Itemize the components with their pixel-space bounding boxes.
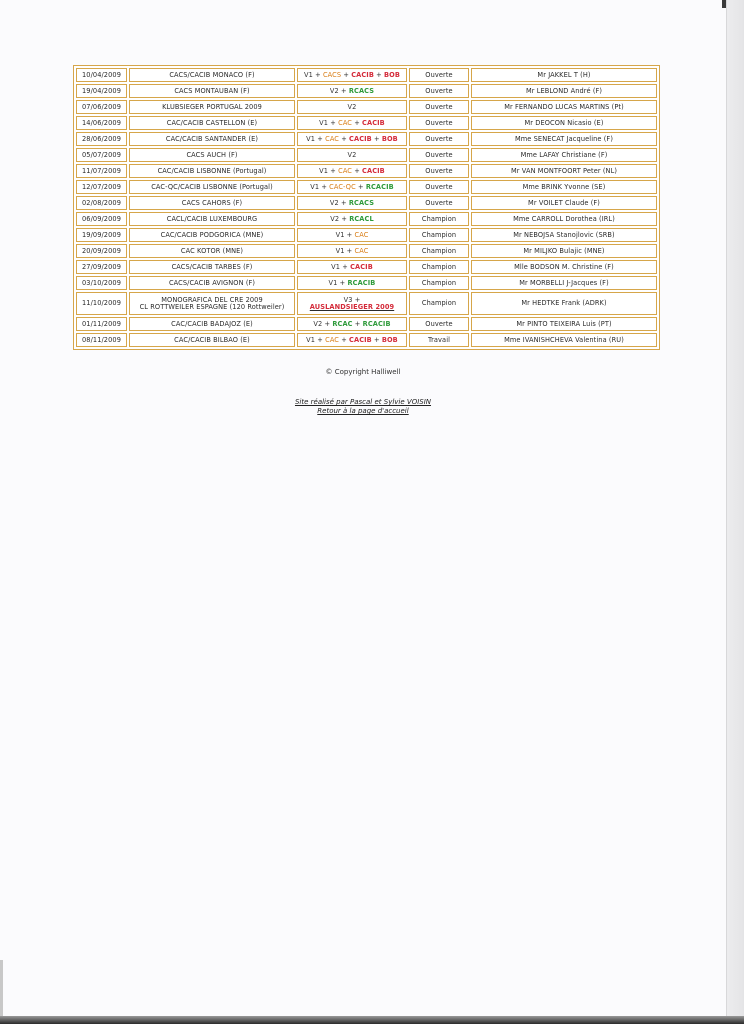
show-result: [297, 244, 407, 258]
show-result: [297, 180, 407, 194]
show-result: [297, 164, 407, 178]
result-part: V1 +: [306, 335, 326, 344]
show-name: CAC KOTOR (MNE): [129, 244, 295, 258]
show-class: Ouverte: [409, 148, 469, 162]
result-part: CACIB: [351, 70, 374, 79]
show-judge: Mr VOILET Claude (F): [471, 196, 657, 210]
show-date: 27/09/2009: [76, 260, 127, 274]
show-date: 07/06/2009: [76, 100, 127, 114]
show-result: [297, 228, 407, 242]
show-result: [297, 260, 407, 274]
show-result: [297, 132, 407, 146]
show-class: Ouverte: [409, 317, 469, 331]
show-results-body: [76, 68, 657, 347]
show-judge: Mr PINTO TEIXEIRA Luis (PT): [471, 317, 657, 331]
show-class: Ouverte: [409, 116, 469, 130]
result-part: V1 +: [306, 134, 326, 143]
show-date: 20/09/2009: [76, 244, 127, 258]
show-date: 28/06/2009: [76, 132, 127, 146]
show-date: 12/07/2009: [76, 180, 127, 194]
result-part: V2 +: [330, 214, 350, 223]
table-row: [76, 100, 657, 114]
table-row: [76, 84, 657, 98]
show-date: 03/10/2009: [76, 276, 127, 290]
result-part: CAC: [338, 166, 353, 175]
table-row: [76, 244, 657, 258]
show-date: 11/07/2009: [76, 164, 127, 178]
show-name: CAC/CACIB CASTELLON (E): [129, 116, 295, 130]
show-date: 08/11/2009: [76, 333, 127, 347]
show-name: CAC/CACIB PODGORICA (MNE): [129, 228, 295, 242]
result-part: CAC: [354, 246, 369, 255]
show-judge: Mr MILJKO Bulajic (MNE): [471, 244, 657, 258]
result-part: +: [339, 335, 350, 344]
show-results-table: [73, 65, 660, 350]
result-part: +: [373, 70, 384, 79]
table-row: [76, 164, 657, 178]
result-part: V2: [347, 150, 357, 159]
show-class: Ouverte: [409, 196, 469, 210]
scan-corner-mark: [722, 0, 726, 8]
result-part: V1 +: [310, 182, 330, 191]
show-judge: Mlle BODSON M. Christine (F): [471, 260, 657, 274]
show-date: 06/09/2009: [76, 212, 127, 226]
result-part: V1 +: [328, 278, 348, 287]
result-part: CAC-QC: [329, 182, 356, 191]
home-link[interactable]: Retour à la page d'accueil: [317, 407, 409, 415]
show-result: [297, 100, 407, 114]
show-result: [297, 148, 407, 162]
result-part: +: [352, 319, 363, 328]
show-judge: Mr VAN MONTFOORT Peter (NL): [471, 164, 657, 178]
result-part: CACIB: [362, 166, 385, 175]
result-part: V1 +: [304, 70, 323, 79]
result-part: V1 +: [335, 230, 355, 239]
result-part: V2 +: [329, 86, 349, 95]
show-class: Ouverte: [409, 132, 469, 146]
show-class: Travail: [409, 333, 469, 347]
table-row: [76, 317, 657, 331]
result-part: RCAC: [332, 319, 353, 328]
show-result: [297, 317, 407, 331]
show-class: Champion: [409, 260, 469, 274]
result-part: +: [352, 118, 363, 127]
table-row: [76, 260, 657, 274]
show-date: 01/11/2009: [76, 317, 127, 331]
result-title-line: [300, 304, 404, 311]
show-result: [297, 68, 407, 82]
show-date: 14/06/2009: [76, 116, 127, 130]
show-result: [297, 84, 407, 98]
show-judge: Mr MORBELLI J-Jacques (F): [471, 276, 657, 290]
result-part: V3 +: [343, 295, 361, 304]
result-part: RCACS: [348, 86, 375, 95]
table-row: [76, 132, 657, 146]
show-name: CAC/CACIB BADAJOZ (E): [129, 317, 295, 331]
show-class: Champion: [409, 228, 469, 242]
result-part: CAC: [354, 230, 369, 239]
result-part: V2 +: [329, 198, 349, 207]
result-part: CACIB: [350, 262, 373, 271]
show-subtitle-line: CL ROTTWEILER ESPAGNE (120 Rottweiler): [139, 302, 285, 311]
result-part: BOB: [384, 70, 400, 79]
result-part: V1 +: [331, 262, 351, 271]
show-class: Champion: [409, 276, 469, 290]
site-credits: [0, 398, 726, 416]
show-result: [297, 116, 407, 130]
scan-bottom-shadow: [0, 1016, 744, 1024]
show-result: [297, 196, 407, 210]
show-class: Ouverte: [409, 164, 469, 178]
show-class: Champion: [409, 244, 469, 258]
show-name: [129, 292, 295, 315]
result-part: +: [352, 166, 363, 175]
table-row: [76, 292, 657, 315]
result-part: CAC: [325, 134, 340, 143]
show-name: CACS/CACIB TARBES (F): [129, 260, 295, 274]
show-date: 02/08/2009: [76, 196, 127, 210]
show-judge: Mr HEDTKE Frank (ADRK): [471, 292, 657, 315]
result-part: AUSLANDSIEGER 2009: [309, 302, 395, 311]
table-row: [76, 212, 657, 226]
show-name: CACS/CACIB AVIGNON (F): [129, 276, 295, 290]
show-name: CACS AUCH (F): [129, 148, 295, 162]
result-part: RCACS: [348, 198, 375, 207]
result-part: +: [339, 134, 350, 143]
show-judge: Mme SENECAT Jacqueline (F): [471, 132, 657, 146]
show-judge: Mr FERNANDO LUCAS MARTINS (Pt): [471, 100, 657, 114]
show-name: CACS CAHORS (F): [129, 196, 295, 210]
show-name: CAC/CACIB BILBAO (E): [129, 333, 295, 347]
credit-link[interactable]: Site réalisé par Pascal et Sylvie VOISIN: [294, 398, 432, 406]
show-judge: Mr LEBLOND André (F): [471, 84, 657, 98]
table-row: [76, 116, 657, 130]
result-part: +: [355, 182, 366, 191]
result-part: RCACIB: [362, 319, 391, 328]
table-row: [76, 196, 657, 210]
copyright-notice: © Copyright Halliwell: [325, 368, 401, 376]
result-part: V1 +: [319, 166, 339, 175]
show-class: Ouverte: [409, 84, 469, 98]
show-name: CACS/CACIB MONACO (F): [129, 68, 295, 82]
show-judge: Mr DEOCON Nicasio (E): [471, 116, 657, 130]
show-class: Ouverte: [409, 68, 469, 82]
show-judge: Mr JAKKEL T (H): [471, 68, 657, 82]
show-class: Ouverte: [409, 180, 469, 194]
scan-right-margin: [726, 0, 744, 1024]
show-name: CAC/CACIB SANTANDER (E): [129, 132, 295, 146]
table-row: [76, 180, 657, 194]
result-part: RCACL: [349, 214, 374, 223]
show-judge: Mr NEBOJSA Stanojlovic (SRB): [471, 228, 657, 242]
show-name-line: MONOGRAFICA DEL CRE 2009: [161, 295, 263, 304]
show-judge: Mme IVANISHCHEVA Valentina (RU): [471, 333, 657, 347]
show-name: CAC/CACIB LISBONNE (Portugal): [129, 164, 295, 178]
show-judge: Mme BRINK Yvonne (SE): [471, 180, 657, 194]
table-row: [76, 333, 657, 347]
table-row: [76, 148, 657, 162]
show-name: CACS MONTAUBAN (F): [129, 84, 295, 98]
show-class: Champion: [409, 212, 469, 226]
result-part: V2 +: [313, 319, 333, 328]
result-part: CACIB: [349, 335, 372, 344]
result-part: V2: [347, 102, 357, 111]
show-date: 19/04/2009: [76, 84, 127, 98]
result-part: +: [341, 70, 352, 79]
show-date: 10/04/2009: [76, 68, 127, 82]
show-result: [297, 292, 407, 315]
result-part: BOB: [381, 335, 398, 344]
show-judge: Mme CARROLL Dorothea (IRL): [471, 212, 657, 226]
show-result: [297, 212, 407, 226]
result-part: RCACIB: [365, 182, 394, 191]
show-date: 11/10/2009: [76, 292, 127, 315]
result-part: CACIB: [362, 118, 385, 127]
result-part: RCACIB: [347, 278, 376, 287]
show-result: [297, 333, 407, 347]
table-row: [76, 228, 657, 242]
result-part: CACIB: [349, 134, 372, 143]
result-part: CAC: [325, 335, 340, 344]
result-part: CACS: [322, 70, 342, 79]
scan-left-shadow: [0, 960, 3, 1016]
show-name: CAC-QC/CACIB LISBONNE (Portugal): [129, 180, 295, 194]
result-part: BOB: [381, 134, 398, 143]
result-part: V1 +: [319, 118, 339, 127]
result-part: +: [371, 335, 382, 344]
table-row: [76, 276, 657, 290]
show-judge: Mme LAFAY Christiane (F): [471, 148, 657, 162]
show-result: [297, 276, 407, 290]
show-class: Champion: [409, 292, 469, 315]
show-name: KLUBSIEGER PORTUGAL 2009: [129, 100, 295, 114]
show-class: Ouverte: [409, 100, 469, 114]
show-date: 19/09/2009: [76, 228, 127, 242]
result-part: V1 +: [335, 246, 355, 255]
show-date: 05/07/2009: [76, 148, 127, 162]
show-name: CACL/CACIB LUXEMBOURG: [129, 212, 295, 226]
result-part: CAC: [338, 118, 353, 127]
table-row: [76, 68, 657, 82]
result-part: +: [371, 134, 382, 143]
